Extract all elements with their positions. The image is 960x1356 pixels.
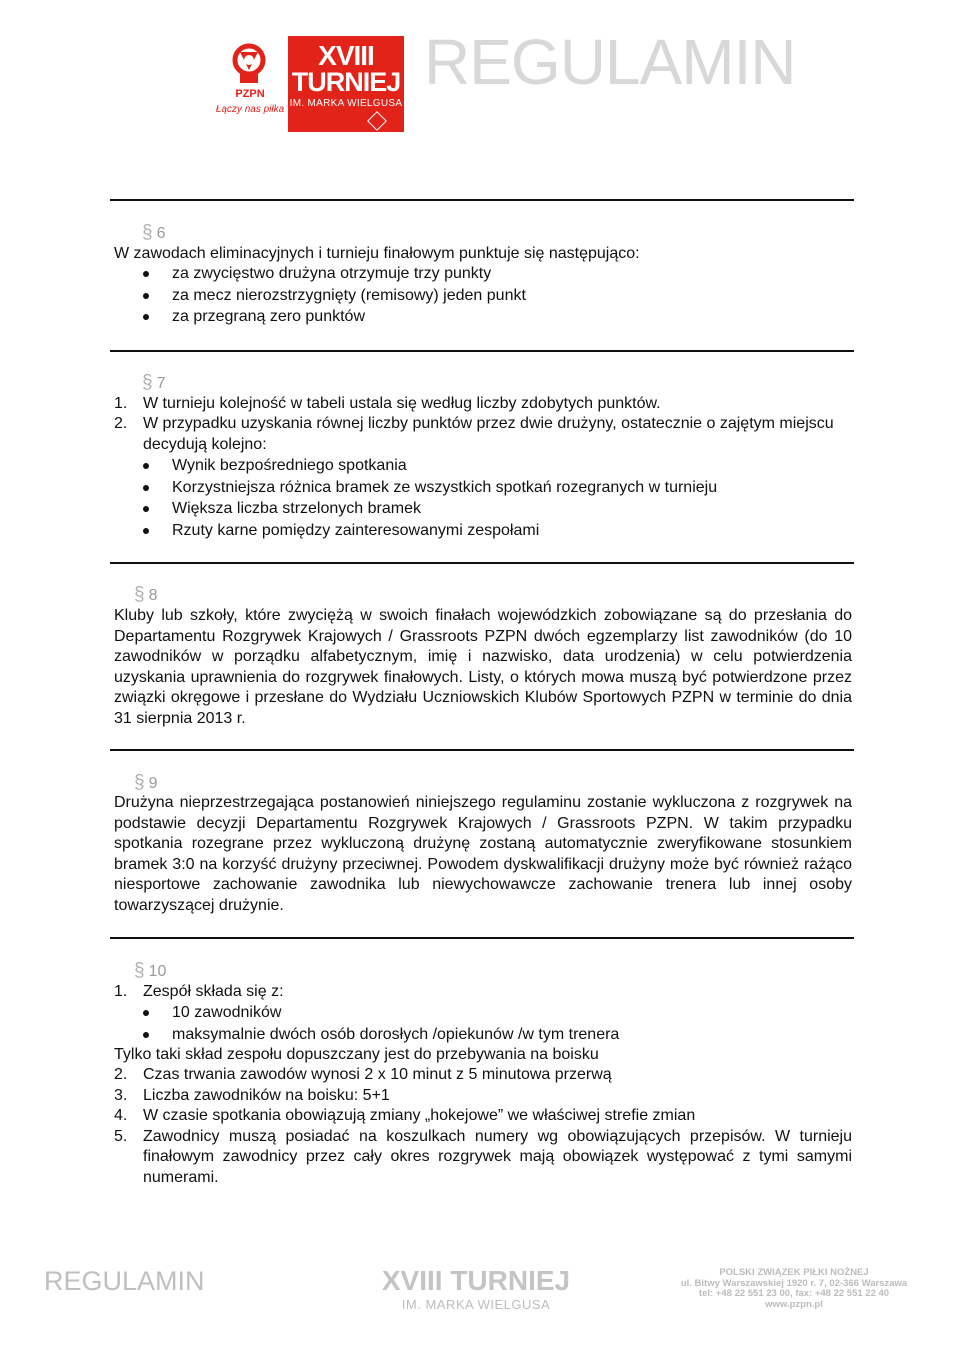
- list-item: za przegraną zero punktów: [114, 306, 854, 328]
- item-number: 1.: [114, 983, 128, 1000]
- section-7-list: [114, 455, 854, 541]
- footer-org-info: [676, 1268, 912, 1310]
- section-divider: [110, 350, 854, 352]
- item-number: 3.: [114, 1086, 128, 1104]
- item-text: W turnieju kolejność w tabeli ustala się według liczby zdobytych punktów.: [143, 395, 661, 412]
- paragraph-sign: §: [134, 584, 145, 605]
- footer-tournament-title: XVIII TURNIEJ: [381, 1265, 571, 1296]
- list-item: za mecz nierozstrzygnięty (remisowy) jeden punkt: [114, 285, 854, 307]
- section-number: 10: [148, 963, 167, 980]
- section-10-note: Tylko taki skład zespołu dopuszczany jest do przebywania na boisku: [114, 1046, 599, 1063]
- footer-title: REGULAMIN: [44, 1266, 205, 1296]
- list-item: [114, 1065, 852, 1086]
- list-item: Rzuty karne pomiędzy zainteresowanymi zespołami: [114, 520, 854, 542]
- list-item: 10 zawodników: [114, 1002, 854, 1024]
- section-number: 6: [156, 225, 166, 242]
- section-10-list: [114, 1002, 854, 1045]
- section-7-item-2: [114, 414, 854, 455]
- item-text: Czas trwania zawodów wynosi 2 x 10 minut z 5 minutowa przerwą: [143, 1066, 612, 1083]
- section-number: 7: [156, 375, 166, 392]
- list-item: za zwycięstwo drużyna otrzymuje trzy punkty: [114, 263, 854, 285]
- item-text: Liczba zawodników na boisku: 5+1: [143, 1086, 390, 1104]
- section-heading-10: [134, 961, 166, 982]
- org-name: POLSKI ZWIĄZEK PIŁKI NOŻNEJ: [719, 1267, 869, 1278]
- ball-mark-icon: [367, 111, 387, 131]
- item-number: 1.: [114, 395, 128, 412]
- paragraph-sign: §: [134, 772, 145, 793]
- list-item: Większa liczba strzelonych bramek: [114, 498, 854, 520]
- paragraph-sign: §: [142, 222, 153, 243]
- item-text: Zawodnicy muszą posiadać na koszulkach numery wg obowiązujących przepisów. W turnieju finałowym zawodnicy przez cały okres rozgrywek mają obowiązek występować z tymi samymi numerami.: [143, 1127, 852, 1186]
- item-text: Zespół składa się z:: [143, 983, 284, 1000]
- list-item: maksymalnie dwóch osób dorosłych /opiekunów /w tym trenera: [114, 1024, 854, 1046]
- section-heading-7: [142, 373, 165, 394]
- section-divider: [110, 749, 854, 751]
- list-item: Korzystniejsza różnica bramek ze wszystkich spotkań rozegranych w turnieju: [114, 477, 854, 499]
- section-8-paragraph: Kluby lub szkoły, które zwyciężą w swoich finałach wojewódzkich zobowiązane są do przesłania do Departamentu Rozgrywek Krajowych / Grassroots PZPN dwóch egzemplarzy list zawodników (do 10 zawodników w porządku alfabetycznym, imię i nazwisko, data urodzenia) w celu potwierdzenia uzyskania uprawnienia do rozgrywek finałowych. Listy, o których mowa muszą być potwierdzone przez związki okręgowe i przesłane do Wydziału Uczniowskich Klubów Sportowych PZPN w terminie do dnia 31 sierpnia 2013 r.: [114, 607, 852, 727]
- pzpn-slogan: Łączy nas piłka: [215, 104, 285, 115]
- section-heading-8: [134, 585, 157, 606]
- footer-tournament: [356, 1266, 596, 1312]
- org-website-link[interactable]: www.pzpn.pl: [765, 1298, 823, 1310]
- section-heading-6: [142, 223, 165, 244]
- pzpn-abbr: PZPN: [235, 88, 265, 100]
- section-divider: [110, 562, 854, 564]
- section-heading-9: [134, 773, 157, 794]
- section-divider: [110, 199, 854, 201]
- page-title: REGULAMIN: [424, 26, 796, 98]
- tournament-logo-line1: XVIII: [318, 40, 374, 71]
- pzpn-logo: [215, 40, 285, 122]
- list-item: Wynik bezpośredniego spotkania: [114, 455, 854, 477]
- item-text: W czasie spotkania obowiązują zmiany „hokejowe” we właściwej strefie zmian: [143, 1107, 696, 1125]
- item-text: W przypadku uzyskania równej liczby punktów przez dwie drużyny, ostatecznie o zajętym miejscu decydują kolejno:: [143, 415, 834, 453]
- list-item: [114, 1086, 852, 1107]
- section-divider: [110, 937, 854, 939]
- section-number: 9: [148, 775, 158, 792]
- org-address: ul. Bitwy Warszawskiej 1920 r. 7, 02-366 Warszawa: [680, 1277, 908, 1289]
- org-phone: tel: +48 22 551 23 00, fax: +48 22 551 22 40: [698, 1288, 890, 1299]
- paragraph-sign: §: [134, 960, 145, 981]
- section-6-list: [114, 263, 854, 328]
- item-number: 5.: [114, 1127, 128, 1145]
- section-number: 8: [148, 587, 158, 604]
- section-6-intro: W zawodach eliminacyjnych i turnieju finałowym punktuje się następująco:: [114, 245, 640, 262]
- item-number: 2.: [114, 415, 128, 432]
- footer-tournament-subtitle: IM. MARKA WIELGUSA: [401, 1297, 551, 1312]
- paragraph-sign: §: [142, 372, 153, 393]
- tournament-logo-line2: TURNIEJ: [291, 67, 401, 97]
- item-number: 2.: [114, 1066, 128, 1083]
- tournament-logo-line3: IM. MARKA WIELGUSA: [289, 98, 403, 109]
- section-10-numbered-list: [114, 1065, 852, 1189]
- item-number: 4.: [114, 1107, 128, 1125]
- section-7-item-1: [114, 394, 854, 415]
- tournament-logo: [288, 36, 404, 132]
- section-10-item-1: [114, 982, 854, 1003]
- section-9-paragraph: Drużyna nieprzestrzegająca postanowień niniejszego regulaminu zostanie wykluczona z rozgrywek na podstawie decyzji Departamentu Rozgrywek Krajowych / Grassroots PZPN. W takim przypadku spotkania rozegrane przez wykluczoną drużynę zostaną automatycznie zweryfikowane stosunkiem bramek 3:0 na korzyść drużyny przeciwnej. Powodem dyskwalifikacji drużyny może być również rażąco niesportowe zachowanie zawodnika lub niewychowawcze zachowanie trenera lub innej osoby towarzyszącej drużynie.: [114, 794, 852, 914]
- list-item: [114, 1106, 852, 1127]
- list-item: [114, 1127, 852, 1189]
